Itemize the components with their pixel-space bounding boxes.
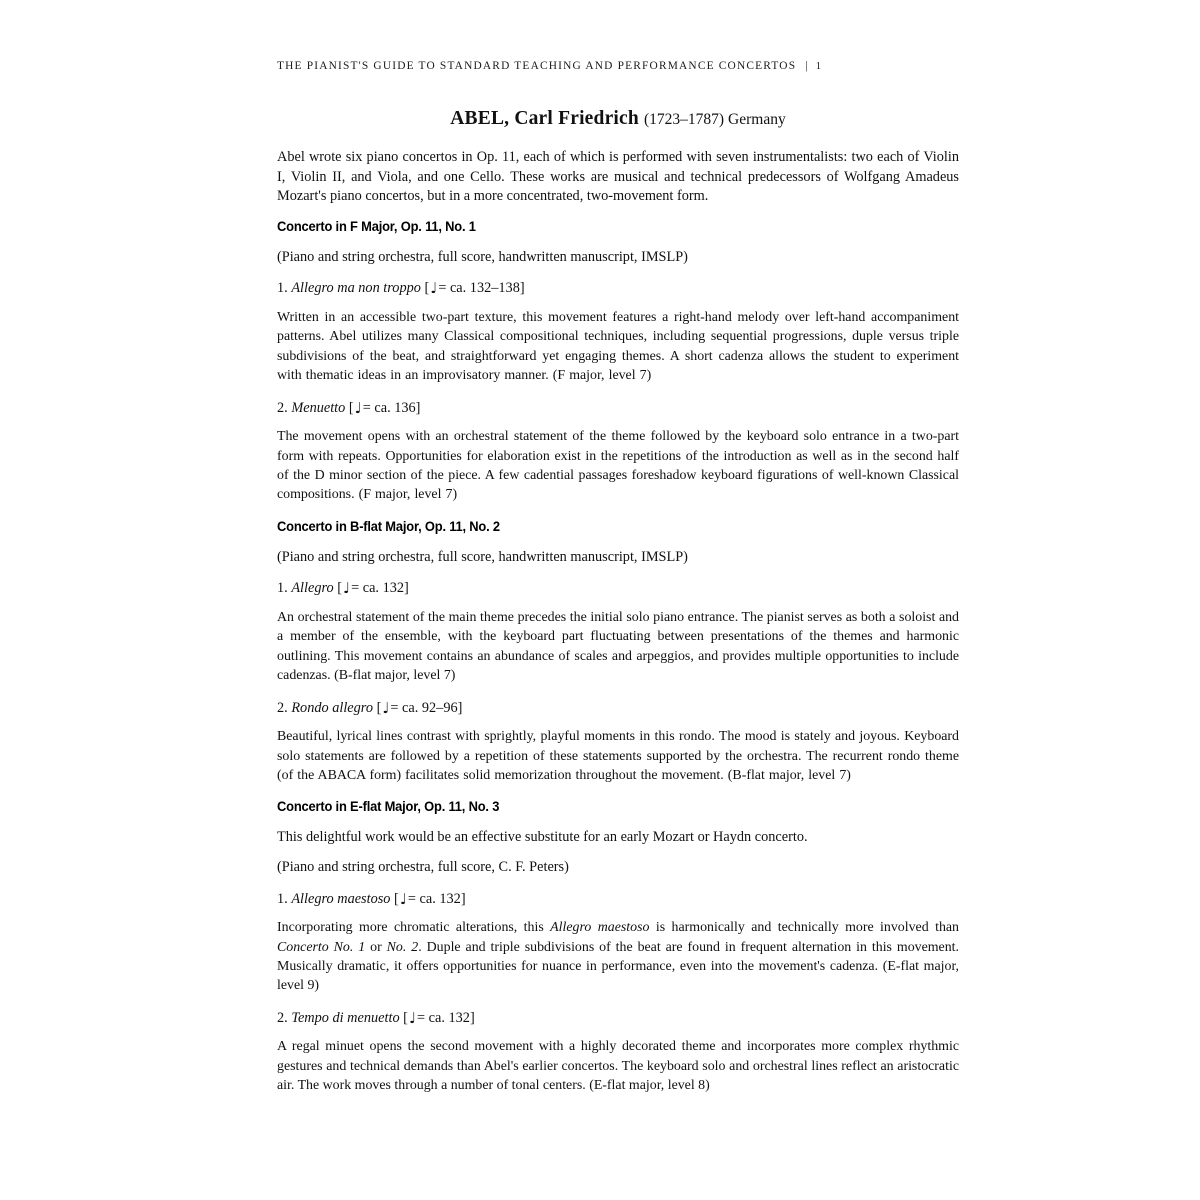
work-heading: Concerto in F Major, Op. 11, No. 1 — [277, 218, 476, 234]
quarter-note-icon: ♩ — [408, 1008, 417, 1027]
tempo-value: = ca. 132] — [417, 1009, 475, 1026]
movement-title: Allegro maestoso — [291, 890, 391, 907]
composer-intro-paragraph: Abel wrote six piano concertos in Op. 11, each of which is performed with seven instrumentalists: two each of Violin I, Violin II, and Viola, and one Cello. These works are musical and technical predecessors of Wolfgang Amadeus Mozart's piano concertos, but in a more concentrated, two-movement form. — [277, 149, 959, 205]
running-head-separator: | — [805, 60, 809, 72]
tempo-bracket-open: [ — [376, 699, 382, 716]
running-head — [277, 60, 959, 72]
movement-title: Allegro — [291, 580, 334, 597]
tempo-bracket-open: [ — [337, 580, 343, 597]
tempo-bracket-open: [ — [348, 399, 354, 416]
movement-description: A regal minuet opens the second movement with a highly decorated theme and incorporates more complex rhythmic gestures and technical demands than Abel's earlier concertos. The keyboard solo and orchestral lines reflect an aristocratic air. The work moves through a number of tonal centers. (E-flat major, level 8) — [277, 1039, 959, 1094]
movement-number: 2. — [277, 699, 288, 716]
movement-heading — [277, 279, 959, 299]
quarter-note-icon: ♩ — [343, 579, 351, 598]
movement-description: Beautiful, lyrical lines contrast with sprightly, playful moments in this rondo. The mood is stately and joyous. Keyboard solo statements are followed by a repetition of these statements supported by the orchestra. The recurrent rondo theme (of the ABACA form) facilitates solid memorization throughout the movement. (B-flat major, level 7) — [277, 729, 959, 784]
movement-title: Tempo di menuetto — [291, 1009, 400, 1026]
movement-heading — [277, 579, 959, 599]
movement-description: Written in an accessible two-part texture, this movement features a right-hand melody over left-hand accompaniment patterns. Abel utilizes many Classical compositional techniques, including sequential progressions, duple versus triple subdivisions of the beat, and straightforward yet engaging themes. A short cadenza allows the student to experiment with thematic ideas in an improvisatory manner. (F major, level 7) — [277, 309, 959, 384]
movement-number: 1. — [277, 580, 288, 597]
movement-number: 2. — [277, 399, 288, 416]
work-source-line: (Piano and string orchestra, full score, C. F. Peters) — [277, 859, 569, 876]
tempo-bracket-open: [ — [424, 280, 430, 297]
movement-title: Menuetto — [291, 399, 346, 416]
quarter-note-icon: ♩ — [354, 398, 362, 417]
composer-name: ABEL, Carl Friedrich — [450, 108, 639, 129]
movement-heading — [277, 890, 959, 910]
movement-description: An orchestral statement of the main theme precedes the initial solo piano entrance. The pianist serves as both a soloist and a member of the ensemble, with the keyboard part fluctuating between presentations of the themes and harmonic outlining. This movement contains an abundance of scales and arpeggios, and provides multiple opportunities to include cadenzas. (B-flat major, level 7) — [277, 610, 959, 684]
work-heading: Concerto in E-flat Major, Op. 11, No. 3 — [277, 799, 500, 815]
page-number: 1 — [815, 61, 822, 72]
composer-entry-heading — [277, 109, 959, 129]
movement-number: 1. — [277, 280, 288, 297]
movement-title: Rondo allegro — [291, 699, 373, 716]
work-section — [277, 798, 959, 1095]
movement-title: Allegro ma non troppo — [291, 280, 421, 297]
movement-heading — [277, 1009, 959, 1029]
quarter-note-icon: ♩ — [430, 279, 438, 298]
tempo-bracket-open: [ — [394, 890, 399, 907]
running-head-title: THE PIANIST'S GUIDE TO STANDARD TEACHING AND PERFORMANCE CONCERTOS — [277, 60, 797, 72]
work-lead-paragraph: This delightful work would be an effective substitute for an early Mozart or Haydn concerto. — [277, 829, 808, 846]
tempo-value: = ca. 136] — [362, 399, 421, 416]
text-column — [277, 148, 959, 1109]
tempo-bracket-open: [ — [403, 1009, 408, 1026]
movement-heading — [277, 399, 959, 419]
tempo-value: = ca. 132] — [407, 890, 466, 907]
movement-description: The movement opens with an orchestral statement of the theme followed by the keyboard solo entrance in a two-part form with repeats. Opportunities for elaboration exist in the repetitions of the introduction as well as in the second half of the D minor section of the piece. A few cadential passages foreshadow keyboard figurations of well-known Classical compositions. (F major, level 7) — [277, 429, 959, 503]
work-source-line: (Piano and string orchestra, full score, handwritten manuscript, IMSLP) — [277, 248, 688, 265]
movement-description: Incorporating more chromatic alterations, this Allegro maestoso is harmonically and technically more involved than Concerto No. 1 or No. 2. Duple and triple subdivisions of the beat are found in frequent alternation in this movement. Musically dramatic, it offers opportunities for nuance in performance, even into the movement's cadenza. (E-flat major, level 9) — [277, 920, 960, 994]
tempo-value: = ca. 132–138] — [438, 280, 525, 297]
work-source-line: (Piano and string orchestra, full score, handwritten manuscript, IMSLP) — [277, 548, 688, 565]
work-heading: Concerto in B-flat Major, Op. 11, No. 2 — [277, 518, 500, 534]
tempo-value: = ca. 132] — [351, 580, 409, 597]
composer-country: Germany — [728, 111, 786, 128]
movement-number: 2. — [277, 1009, 288, 1026]
tempo-value: = ca. 92–96] — [390, 699, 463, 716]
composer-lifespan: (1723–1787) — [643, 111, 725, 128]
quarter-note-icon: ♩ — [399, 889, 407, 908]
movement-heading — [277, 699, 959, 719]
movement-number: 1. — [277, 890, 288, 907]
work-section — [277, 518, 959, 786]
quarter-note-icon: ♩ — [382, 698, 390, 717]
work-section — [277, 218, 959, 505]
